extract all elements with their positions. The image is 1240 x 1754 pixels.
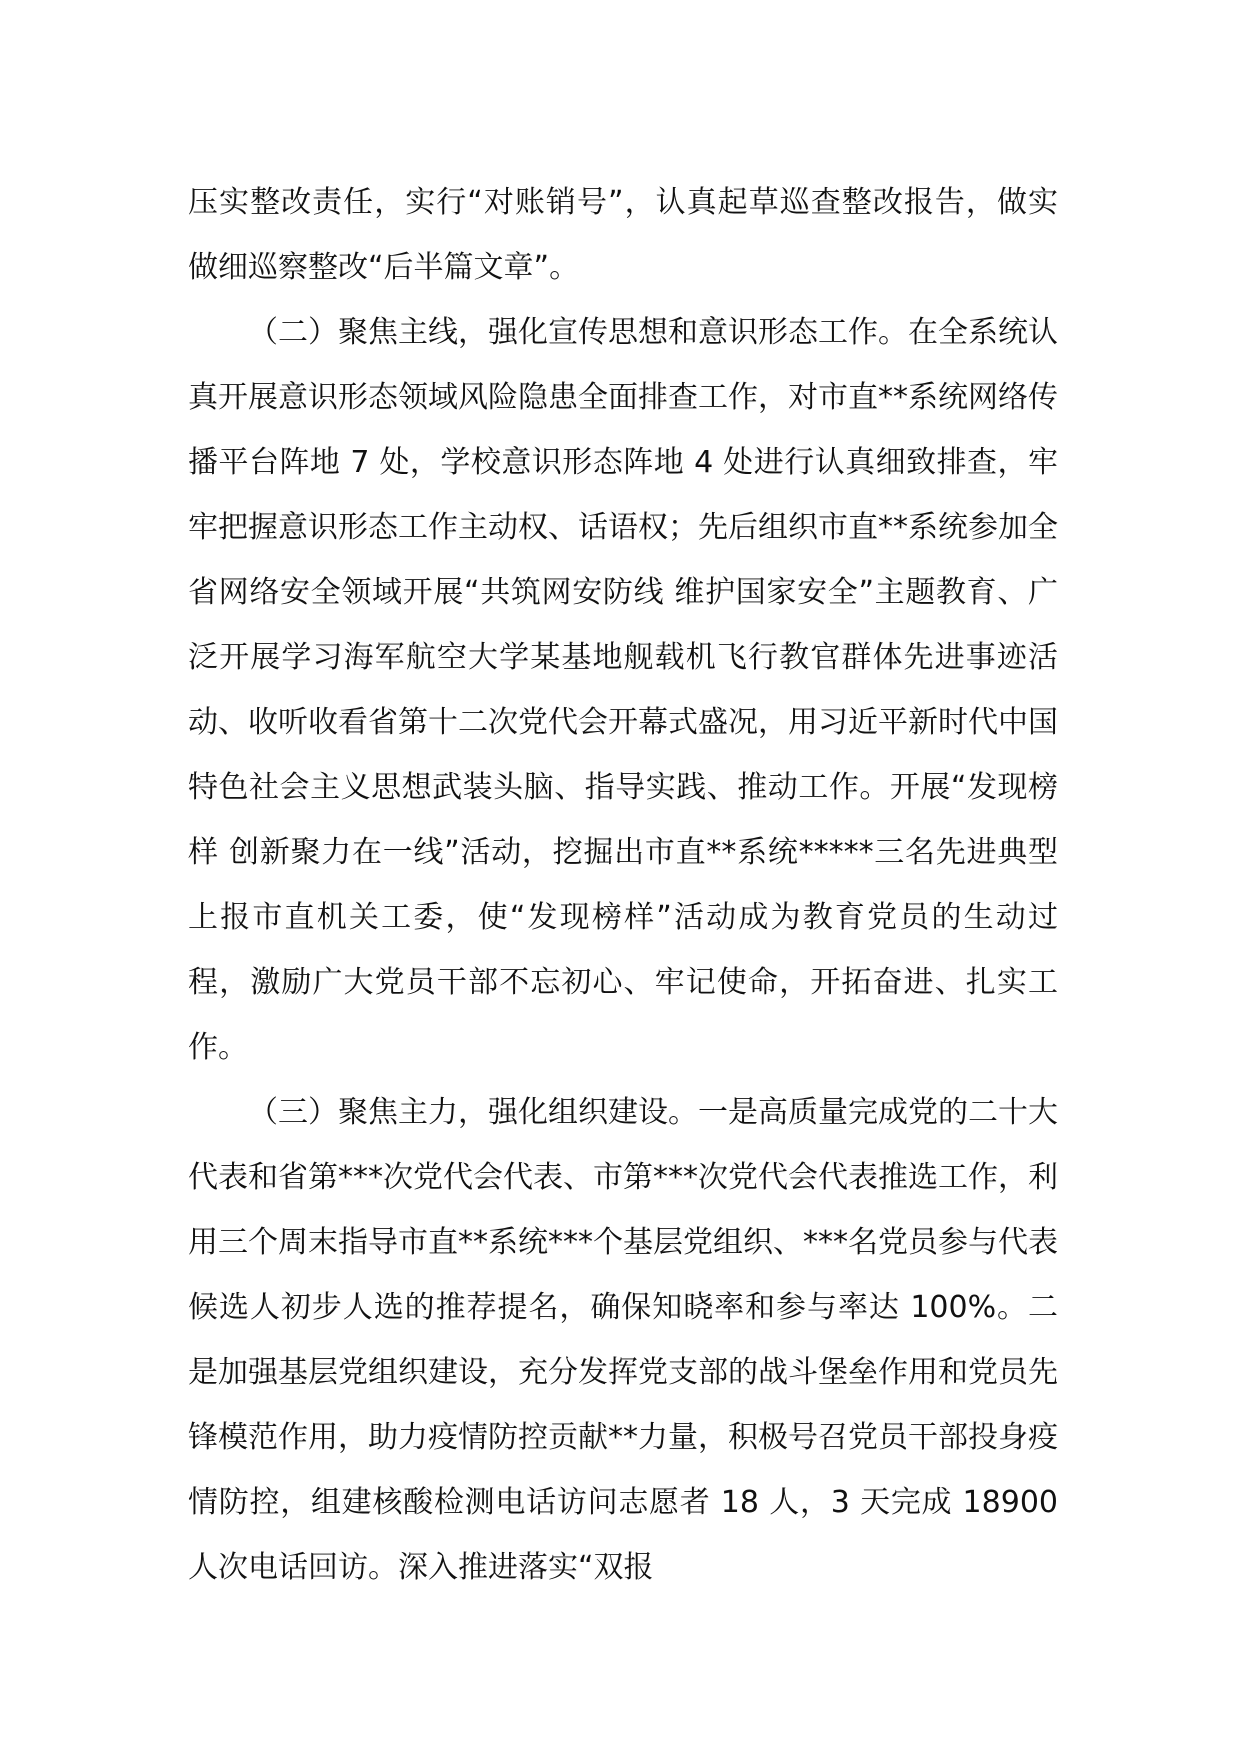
paragraph-section-two: （二）聚焦主线，强化宣传思想和意识形态工作。在全系统认真开展意识形态领域风险隐患全面排查工作，对市直**系统网络传播平台阵地 7 处，学校意识形态阵地 4 处进行认真细致排查，牢牢把握意识形态工作主动权、话语权；先后组织市直**系统参加全省网络安全领域开展“共筑网安防线 维护国家安全”主题教育、广泛开展学习海军航空大学某基地舰载机飞行教官群体先进事迹活动、收听收看省第十二次党代会开幕式盛况，用习近平新时代中国特色社会主义思想武装头脑、指导实践、推动工作。开展“发现榜样 创新聚力在一线”活动，挖掘出市直**系统*****三名先进典型上报市直机关工委，使“发现榜样”活动成为教育党员的生动过程，激励广大党员干部不忘初心、牢记使命，开拓奋进、扎实工作。 — [188, 315, 1058, 1065]
paragraph-continuation: 压实整改责任，实行“对账销号”，认真起草巡查整改报告，做实做细巡察整改“后半篇文章”。 — [188, 185, 1058, 285]
paragraph-section-three: （三）聚焦主力，强化组织建设。一是高质量完成党的二十大代表和省第***次党代会代表、市第***次党代会代表推选工作，利用三个周末指导市直**系统***个基层党组织、***名党员参与代表候选人初步人选的推荐提名，确保知晓率和参与率达 100%。二是加强基层党组织建设，充分发挥党支部的战斗堡垒作用和党员先锋模范作用，助力疫情防控贡献**力量，积极号召党员干部投身疫情防控，组建核酸检测电话访问志愿者 18 人，3 天完成 18900 人次电话回访。深入推进落实“双报 — [188, 1095, 1058, 1585]
document-body — [188, 170, 1058, 1600]
